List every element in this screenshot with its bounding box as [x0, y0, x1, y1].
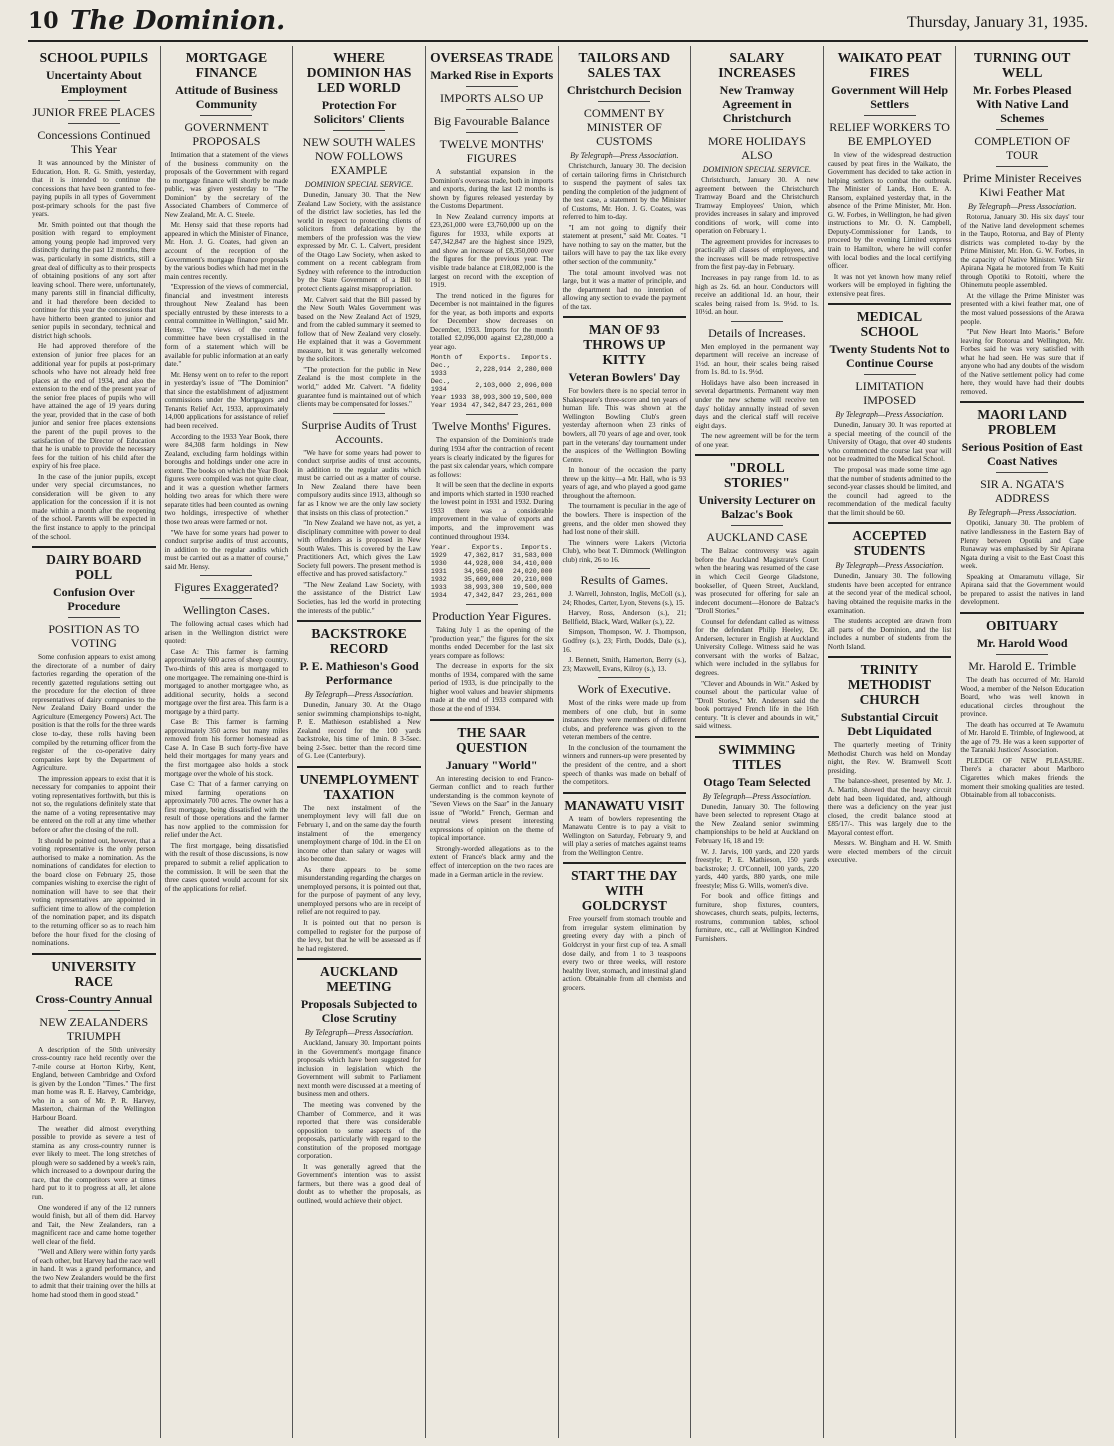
body-paragraph: "Well and Allery were within forty yards of each other, but Harvey had the race well in hand. It was a grand performance, and the two New Zealanders would be the first to admit that their training over the hills at home had stood them in good stead.": [32, 1248, 156, 1299]
article-subheading: Government Will Help Settlers: [831, 83, 948, 111]
body-paragraph: The new agreement will be for the term of one year.: [695, 432, 819, 449]
body-paragraph: The first mortgage, being dissatisfied with the result of those discussions, is now prepared to submit a relief application to the commission. It will be seen that the three cases quoted would account for six of the applications for relief.: [164, 841, 289, 893]
body-paragraph: The decrease in exports for the six months of 1934, compared with the same period of 1933, is due principally to the higher wool values and heavier shipments made at the end of 1933 compared with those at the end of 1934.: [429, 662, 554, 713]
article-headline: TAILORS AND SALES TAX: [578, 50, 671, 80]
body-paragraph: A team of bowlers representing the Manawatu Centre is to pay a visit to Wellington on Saturday, February 9, and will play a series of matches against teams from the Wellington Centre.: [562, 814, 687, 857]
body-paragraph: It is pointed out that no person is compelled to register for the purpose of the levy, but that he will be assessed as if he had registered.: [297, 919, 421, 953]
table-row: [430, 402, 554, 410]
table-row: [430, 552, 554, 560]
article-divider: [563, 316, 687, 318]
table-cell: Dec., 1933: [430, 362, 451, 378]
table-cell: Imports.: [520, 354, 553, 362]
body-paragraph: Dunedin, January 30. The following have been selected to represent Otago at the New Zealand senior swimming championships to be held at Auckland on February 16, 18 and 19:: [695, 802, 819, 845]
body-paragraph: The expansion of the Dominion's trade during 1934 after the contraction of recent years is clearly indicated by the figures for the past six calendar years, which compare as follows:: [429, 436, 554, 479]
body-paragraph: "In New Zealand we have not, as yet, a disciplinary committee with power to deal with offenders as is proposed in New South Wales. This is covered by the Law Practitioners Act, which gives the Law Society full powers. The present method is effective and has proved satisfactory.": [297, 519, 421, 579]
column-3: [293, 46, 426, 1438]
body-paragraph: "Clever and Abounds in Wit." Asked by counsel about the particular value of "Droll Stories," Mr. Andersen said the book portrayed French life in the 16th century. "It is clever and abounds in wit," said witness.: [695, 679, 819, 731]
body-paragraph: Free yourself from stomach trouble and from irregular system elimination by greeting every day with a pinch of Goldcryst in your first cup of tea. A small dose daily, and from 1 to 3 teaspoons every two or three weeks, will restore healthy liver, stomach, and intestinal gland action. Obtainable from all chemists and grocers.: [562, 915, 687, 992]
article-divider: [960, 401, 1084, 403]
article-subheading: Results of Games.: [580, 573, 669, 588]
body-paragraph: It was announced by the Minister of Education, Hon. R. G. Smith, yesterday, that it is intended to continue the concessions that have been granted to fee-paying pupils in all types of Government post-primary schools for the past five years.: [32, 159, 156, 219]
byline: By Telegraph—Press Association.: [968, 508, 1077, 518]
body-paragraph: In the case of the junior pupils, except under very special circumstances, no consideration will be given to any application for the concession if it is not made within a month after the reopening of the school. Parents will be expected in the first instance to apply to the principal of the school.: [32, 472, 156, 541]
body-paragraph: The students accepted are drawn from all parts of the Dominion, and the list includes a number of students from the North Island.: [827, 617, 952, 651]
page-number: 10: [28, 8, 59, 34]
article-divider: [731, 321, 783, 322]
byline: By Telegraph—Press Association.: [835, 561, 944, 571]
article-subheading: JUNIOR FREE PLACES: [32, 105, 156, 119]
issue-date: Thursday, January 31, 1935.: [906, 14, 1088, 31]
article-subheading: Mr. Forbes Pleased With Native Land Schemes: [972, 83, 1072, 125]
article-subheading: IMPORTS ALSO UP: [440, 91, 544, 105]
article-subheading: GOVERNMENT PROPOSALS: [184, 120, 269, 148]
body-paragraph: In honour of the occasion the party threw up the kitty—a Mr. Hall, who is 93 years of age, and who played a good game throughout the afternoon.: [562, 466, 687, 500]
article-divider: [333, 413, 385, 414]
article-headline: THE SAAR QUESTION: [456, 724, 528, 755]
body-paragraph: Simpson, Thompson, W. J. Thompson, Godfrey (s.), 23; Firth, Dodds, Dale (s.), 16.: [562, 628, 687, 654]
sub-rule: [598, 101, 650, 102]
article-subheading: Prime Minister Receives Kiwi Feather Mat: [962, 171, 1082, 199]
body-paragraph: Holidays have also been increased in several departments. Permanent way men under the new scheme will receive ten days' holiday annually instead of seven days and the clerical staff will receive eight days.: [695, 378, 819, 430]
article-subheading: Twenty Students Not to Continue Course: [829, 342, 950, 371]
sub-rule: [864, 115, 916, 116]
sub-rule: [864, 374, 916, 375]
body-paragraph: Men employed in the permanent way department will receive an increase of 1½d. an hour, their scales being raised from 1s. 8d. to 1s. 9½d.: [695, 342, 819, 377]
article-headline: START THE DAY WITH GOLDCRYST: [571, 868, 678, 914]
article-divider: [297, 620, 421, 622]
table-row: [430, 378, 554, 394]
body-paragraph: The impression appears to exist that it is necessary for companies to appoint their voting representatives forthwith, but this is not so, the regulations definitely state that the name of a voting representative may be entered on the roll at any time whether before or after the closing of the roll.: [32, 774, 156, 834]
article-divider: [695, 736, 819, 738]
columns: [28, 46, 1088, 1438]
body-paragraph: Christchurch, January 30. A new agreement between the Christchurch Tramway Board and the Christchurch Tramway Employees' Union, which provides increases in salary and improved conditions of work, will come into operation on February 1.: [695, 176, 819, 236]
byline: By Telegraph—Press Association.: [570, 151, 679, 160]
article-subheading: Veteran Bowlers' Day: [568, 370, 681, 385]
sub-rule: [996, 654, 1048, 655]
column-7: [824, 46, 957, 1438]
figures-table: [430, 544, 554, 600]
body-paragraph: An interesting decision to end Franco-German conflict and to reach further understanding is the common keynote of "Seven Views on the Saar" in the January issue of "World." French, German and neutral views present interesting expressions of opinion on the theme of topical importance.: [429, 774, 554, 843]
table-row: [430, 576, 554, 584]
table-cell: 31,583,000: [512, 552, 553, 560]
article-subheading: P. E. Mathieson's Good Performance: [299, 659, 419, 688]
body-paragraph: Messrs. W. Bingham and H. W. Smith were elected members of the circuit executive.: [827, 839, 952, 865]
article-subheading: Figures Exaggerated?: [174, 580, 279, 595]
article-divider: [430, 719, 554, 721]
table-row: [430, 568, 554, 576]
article-divider: [563, 862, 687, 864]
article-headline: MANAWATU VISIT: [564, 797, 685, 813]
article-headline: AUCKLAND MEETING: [320, 964, 399, 995]
article-subheading: Substantial Circuit Debt Liquidated: [840, 710, 939, 739]
article-headline: BACKSTROKE RECORD: [311, 626, 407, 657]
column-6: [691, 46, 824, 1438]
body-paragraph: "We have for some years had power to conduct surprise audits of trust accounts, in addition to the regular audits which must be carried out as a matter of course. In New Zealand there have been compulsory audits since 1913, although so far as I know we are the only law society that insists on this class of protection.": [297, 448, 421, 517]
article-subheading: Big Favourable Balance: [433, 114, 550, 128]
article-subheading: RELIEF WORKERS TO BE EMPLOYED: [829, 120, 950, 148]
body-paragraph: "Put New Heart Into Maoris." Before leaving for Rotorua and Wellington, Mr. Forbes said he was very satisfied with what he had seen. He was sure that if anyone who had any doubts of the wisdom of the Native settlement policy had come here, they would have had their doubts removed.: [960, 328, 1084, 396]
body-paragraph: Increases in pay range from 1d. to as high as 2s. 6d. an hour. Conductors will receive an additional 1d. an hour, their scales being raised from 1s. 9½d. to 1s. 10½d. an hour.: [695, 274, 819, 317]
table-row: [430, 354, 554, 362]
body-paragraph: The meeting was convened by the Chamber of Commerce, and it was reported that there was considerable opposition to some aspects of the proposals, particularly with regard to the constitution of the proposed mortgage corporation.: [297, 1101, 421, 1161]
body-paragraph: One wondered if any of the 12 runners would finish, but all of them did. Harvey and Tait, the New Zealanders, ran a magnificent race and came home together well clear of the field.: [32, 1203, 156, 1246]
sub-rule: [200, 598, 252, 599]
article-headline: WAIKATO PEAT FIRES: [837, 50, 942, 80]
article-subheading: Mr. Harold Wood: [976, 635, 1068, 650]
byline: By Telegraph—Press Association.: [702, 791, 812, 801]
body-paragraph: The next instalment of the unemployment levy will fall due on February 1, and on the same day the fourth instalment of the emergency unemployment charge of 10d. in the £1 on income other than salary or wages will also become due.: [297, 803, 421, 864]
article-divider: [828, 656, 952, 658]
byline: DOMINION SPECIAL SERVICE.: [304, 180, 414, 189]
body-paragraph: "Expression of the views of commercial, financial and investment interests throughout New Zealand has been specially entrusted by these interests to a central committee in Wellington," said Mr. Hensy. "The views of the central committee have been crystallised in the form of a statement which will be available for public information at an early date.": [164, 283, 289, 369]
article-headline: ACCEPTED STUDENTS: [852, 528, 927, 559]
table-cell: 1930: [430, 560, 447, 568]
table-cell: 34,410,000: [512, 560, 553, 568]
table-cell: Month of: [430, 354, 463, 362]
body-paragraph: Counsel for defendant called as witness for the defendant Philip Heeley, Dr. Andersen, lecturer in English at Auckland University College. Witness said he was conversant with the works of Balzac, which were included in the syllabus for degrees.: [695, 617, 819, 677]
table-row: [430, 592, 554, 600]
article-subheading: Serious Position of East Coast Natives: [961, 440, 1083, 469]
body-paragraph: Harvey, Ross, Anderson (s.), 21; Bellfield, Black, Ward, Walker (s.), 22.: [562, 609, 687, 626]
table-row: [430, 560, 554, 568]
column-2: [161, 46, 294, 1438]
article-subheading: Confusion Over Procedure: [52, 585, 135, 614]
article-subheading: Protection For Solicitors' Clients: [313, 98, 405, 126]
body-paragraph: The proposal was made some time ago that the number of students admitted to the second-year classes should be limited, and the council had agreed to the recommendation of the medical faculty that the limit should be 60.: [827, 466, 952, 517]
table-cell: 23,261,000: [512, 592, 553, 600]
article-subheading: Surprise Audits of Trust Accounts.: [301, 417, 417, 446]
article-divider: [828, 522, 952, 524]
article-subheading: Otago Team Selected: [703, 774, 811, 789]
article-divider: [598, 677, 650, 678]
article-subheading: Twelve Months' Figures.: [432, 419, 552, 434]
body-paragraph: Rotorua, January 30. His six days' tour of the Native land development schemes in the Taupo, Rotorua, and Bay of Plenty districts was completed to-day by the Prime Minister, Mr. Hon. G. W. Forbes, in the capacity of Native Minister. With Sir Apirana Ngata he motored from Te Kuiti through Opotiki to Rotoiti, where the Ohinemutu people assembled.: [960, 213, 1084, 290]
article-subheading: AUCKLAND CASE: [706, 530, 808, 545]
table-cell: 2,103,000: [475, 382, 511, 390]
body-paragraph: Dunedin, January 30. That the New Zealand Law Society, with the assistance of the district law societies, has led the world in respect to protecting clients of solicitors from defalcations by the members of the profession was the view expressed by Mr. C. L. Calvert, president of the Otago Law Society, when asked to comment on a recent cablegram from Sydney with reference to the introduction by the State Government of a Bill to protect clients against misappropriation.: [297, 191, 421, 294]
body-paragraph: The balance-sheet, presented by Mr. J. A. Martin, showed that the heavy circuit debt had been liquidated, and, although there was a deficiency on the year just closed, the credit balance stood at £85/17/-. This was largely due to the Mayoral contest effort.: [827, 777, 952, 837]
sub-rule: [333, 130, 385, 131]
body-paragraph: The quarterly meeting of Trinity Methodist Church was held on Monday night, the Rev. W. Bramwell Scott presiding.: [827, 741, 952, 775]
article-divider: [598, 568, 650, 569]
sub-rule: [68, 617, 120, 618]
article-subheading: NEW SOUTH WALES NOW FOLLOWS EXAMPLE: [302, 135, 416, 177]
article-headline: OBITUARY: [986, 617, 1059, 633]
table-cell: 1932: [430, 576, 447, 584]
article-headline: UNEMPLOYMENT TAXATION: [299, 771, 419, 802]
column-8: [956, 46, 1088, 1438]
sub-rule: [731, 129, 783, 130]
byline: By Telegraph—Press Association.: [304, 1028, 414, 1038]
body-paragraph: The weather did almost everything possible to provide as severe a test of stamina as any cross-country runner is ever likely to meet. The long stretches of plough were so saddened by a week's rain, which increased to a downpour during the race, that the competitors were at times hard put to it to progress at all, let alone run.: [32, 1124, 156, 1201]
column-4: [426, 46, 559, 1438]
body-paragraph: The total amount involved was not large, but it was a matter of principle, and the department had no intention of allowing any section to evade the payment of the tax.: [562, 268, 687, 311]
body-paragraph: A substantial expansion in the Dominion's overseas trade, both in imports and exports, during the last 12 months is shown by figures released yesterday by the Customs Department.: [429, 168, 554, 211]
article-subheading: January "World": [445, 757, 538, 772]
article-subheading: POSITION AS TO VOTING: [48, 622, 140, 651]
article-subheading: SIR A. NGATA'S ADDRESS: [980, 477, 1065, 506]
table-cell: 47,342,847: [463, 592, 504, 600]
body-paragraph: Mr. Calvert said that the Bill passed by the New South Wales Government was based on the New Zealand Act of 1929, and from the cabled summary it seemed to follow that of New Zealand very closely. He explained that it was a Government measure, but it was generally welcomed by the solicitors.: [297, 295, 421, 364]
article-headline: TURNING OUT WELL: [973, 50, 1071, 80]
article-headline: MAN OF 93 THROWS UP KITTY: [583, 322, 666, 368]
body-paragraph: PLEDGE OF NEW PLEASURE. There's a character about Marlboro Cigarettes which makes friends the moment their smoking qualities are tested. Obtainable from all tobacconists.: [960, 756, 1084, 800]
article-headline: MEDICAL SCHOOL: [856, 309, 923, 340]
table-cell: 38,993,300: [463, 584, 504, 592]
table-cell: 44,928,000: [463, 560, 504, 568]
body-paragraph: Dunedin, January 30. At the Otago senior swimming championships to-night, P. E. Mathieson established a New Zealand record for the 100 yards backstroke, his time of 1min. 8 3-5sec. being 2-5sec. better than the record time of G. Lee (Canterbury).: [297, 701, 421, 761]
table-cell: 1929: [430, 552, 447, 560]
article-subheading: Mr. Harold E. Trimble: [968, 658, 1077, 673]
article-subheading: Attitude of Business Community: [175, 83, 278, 111]
body-paragraph: Most of the rinks were made up from members of one club, but in some instances they were members of different clubs, and preference was given to the veteran members of the centre.: [562, 699, 687, 742]
article-subheading: COMMENT BY MINISTER OF CUSTOMS: [583, 106, 665, 148]
article-headline: MAORI LAND PROBLEM: [977, 407, 1067, 438]
table-cell: Year 1933: [430, 394, 467, 402]
table-cell: 35,609,000: [463, 576, 504, 584]
body-paragraph: The tournament is peculiar in the age of the bowlers. There is inspection of the greens, and the older men showed they had lost none of their skill.: [562, 502, 687, 537]
body-paragraph: "The protection for the public in New Zealand is the most complete in the world," added Mr. Calvert. "A fidelity guarantee fund is maintained out of which clients may be compensated for losses.": [297, 365, 421, 409]
table-cell: 34,950,000: [463, 568, 504, 576]
article-subheading: New Tramway Agreement in Christchurch: [719, 83, 795, 125]
byline: By Telegraph—Press Association.: [304, 690, 414, 700]
table-cell: 47,362,817: [463, 552, 504, 560]
article-subheading: Christchurch Decision: [566, 83, 682, 97]
body-paragraph: The following actual cases which had arisen in the Wellington district were quoted:: [164, 620, 289, 646]
body-paragraph: Opotiki, January 30. The problem of native landlessness in the Eastern Bay of Plenty between Opotiki and Cape Runaway was emphasised by Sir Apirana Ngata during a visit to the East Coast this week.: [960, 519, 1084, 571]
article-subheading: LIMITATION IMPOSED: [855, 379, 924, 408]
article-headline: SALARY INCREASES: [718, 50, 796, 80]
article-divider: [297, 766, 421, 768]
article-divider: [466, 604, 518, 605]
body-paragraph: Mr. Smith pointed out that though the position with regard to employment among young people had improved very distinctly during the past 12 months, there was, particularly in some districts, still a great deal of difficulty as to their prospects of obtaining positions of any sort after leaving school. There were, unfortunately, many parents still in financial difficulty, and it had therefore been decided to continue for this year the concessions that have hitherto been granted to junior and senior pupils in secondary, technical and district high schools.: [32, 220, 156, 340]
article-subheading: University Lecturer on Balzac's Book: [698, 493, 816, 522]
article-divider: [32, 546, 156, 548]
body-paragraph: Case A: This farmer is farming approximately 600 acres of sheep country. Two-thirds of this area is mortgaged to one mortgagee. The remaining one-third is mortgaged to another mortgagee who, as additional security, holds a second mortgage over the first area. This farm is a mortgage by a third party.: [164, 647, 289, 716]
sub-rule: [996, 166, 1048, 167]
body-paragraph: For bowlers there is no special terror in Shakespeare's three-score and ten years of human life. This was shown at the Wellington Bowling Club's green yesterday afternoon when 23 rinks of bowlers, all 70 years of age and over, took part in the veterans' day tournament under the auspices of the Wellington Bowling Centre.: [562, 387, 687, 464]
table-cell: 1934: [430, 592, 447, 600]
table-cell: 2,096,000: [516, 382, 553, 390]
article-divider: [466, 414, 518, 415]
article-divider: [297, 958, 421, 960]
column-5: [559, 46, 692, 1438]
table-row: [430, 394, 554, 402]
article-subheading: Uncertainty About Employment: [45, 68, 142, 96]
byline: DOMINION SPECIAL SERVICE.: [702, 165, 812, 174]
body-paragraph: For book and office fittings and furniture, shop fixtures, counters, showcases, church seats, pulpits, lecterns, rostrums, communion tables, school furniture, etc., call at Wellington Kindred Furnishers.: [695, 892, 819, 943]
table-cell: 2,228,914: [475, 366, 511, 374]
body-paragraph: According to the 1933 Year Book, there were 84,308 farm holdings in New Zealand, excluding farm holdings within boroughs and holdings under one acre in extent. The books on which the Year Book figures were compiled was not quite clear, and it was a question whether farmers holding two areas for which there were separate titles had been counted as owning two holdings, irrespective of whether those two areas were farmed or not.: [164, 432, 289, 526]
article-headline: UNIVERSITY RACE: [51, 958, 137, 989]
body-paragraph: Christchurch, January 30. The decision of certain tailoring firms in Christchurch to suspend the payment of sales tax pending the completion of the judgment of the test case, a statement by the Minister of Customs, Mr. Hon. J. G. Coates, was referred to him to-day.: [562, 162, 687, 222]
article-divider: [200, 575, 252, 576]
table-cell: 38,993,300: [471, 394, 511, 402]
body-paragraph: Speaking at Omaramutu village, Sir Apirana said that the Government would be prepared to assist the natives in land development.: [960, 572, 1084, 607]
body-paragraph: J. Warrell, Johnston, Inglis, McColl (s.), 24; Rhodes, Carter, Lyon, Stevens (s.), 15.: [562, 590, 687, 607]
article-subheading: Details of Increases.: [708, 325, 806, 340]
article-headline: TRINITY METHODIST CHURCH: [847, 662, 932, 708]
body-paragraph: In the conclusion of the tournament the winners and runners-up were presented by the president of the centre, and a short speech of thanks was made on behalf of the competitors.: [562, 743, 687, 787]
table-row: [430, 362, 554, 378]
body-paragraph: It should be pointed out, however, that a voting representative is the only person authorised to make a nomination. As the nominations of candidates for election to the board close on February 25, those companies wishing to exercise the right of nomination will have to see that their voting representatives are appointed in sufficient time to allow of the completion of the nomination paper, and its dispatch to the returning officer so as to reach him before the hour fixed for the closing of nominations.: [32, 836, 156, 948]
sub-rule: [68, 123, 120, 124]
table-cell: 24,020,000: [512, 568, 553, 576]
body-paragraph: The agreement provides for increases to practically all classes of employees, and the increases will be made retrospective from the first pay-day in February.: [695, 237, 819, 272]
body-paragraph: Mr. Hensy said that these reports had appeared in which the Minister of Finance, Mr. Hon. J. G. Coates, had given an account of the reception of the Government's mortgage finance proposals by the various bodies which had met in the main centres recently.: [164, 221, 289, 281]
body-paragraph: Taking July 1 as the opening of the "production year," the figures for the six months ended December for the last six years compare as follows:: [429, 626, 554, 660]
article-subheading: Wellington Cases.: [182, 603, 270, 618]
table-cell: 47,342,847: [471, 402, 511, 410]
body-paragraph: Auckland, January 30. Important points in the Government's mortgage finance proposals which have been suggested for inclusion in legislation which the Government will submit to Parliament next month were discussed at a meeting of business men and others.: [297, 1039, 421, 1099]
sub-rule: [68, 1010, 120, 1011]
article-headline: WHERE DOMINION HAS LED WORLD: [306, 50, 412, 95]
article-divider: [695, 454, 819, 456]
article-headline: SWIMMING TITLES: [718, 741, 796, 772]
table-cell: 2,280,000: [516, 366, 553, 374]
sub-rule: [68, 100, 120, 101]
sub-rule: [996, 129, 1048, 130]
sub-rule: [200, 115, 252, 116]
article-headline: SCHOOL PUPILS: [39, 50, 149, 65]
column-1: [28, 46, 161, 1438]
article-divider: [563, 792, 687, 794]
body-paragraph: He had approved therefore of the extension of junior free places for an additional year for pupils at post-primary schools who have not already held free places at the end of 1934, and also the extension to the end of the present year of the senior free places of pupils who will have attained the age of 19 years during the year, provided that in the case of both junior and senior free places extensions the parent of the pupil proves to the satisfaction of the Director of Education that he is unable to provide the necessary fees for the tuition of his child after the expiry of his free place.: [32, 342, 156, 471]
table-cell: Imports.: [520, 544, 553, 552]
body-paragraph: It will be seen that the decline in exports and imports which started in 1930 reached the lowest point in 1931 and 1932. During 1933 there was a considerable improvement in the value of exports and imports, and the improvement was continued throughout 1934.: [429, 481, 554, 541]
body-paragraph: In New Zealand currency imports at £23,261,000 were £3,760,000 up on the figures for 1933, while exports at £47,342,847 are the highest since 1929, and show an increase of £8,350,000 over the figures for the previous year. The visible trade balance at £18,082,000 is the largest on record with the exception of 1919.: [429, 212, 554, 290]
table-cell: 19,500,000: [512, 394, 553, 402]
article-subheading: Work of Executive.: [577, 682, 671, 697]
article-headline: MORTGAGE FINANCE: [185, 50, 268, 80]
article-subheading: TWELVE MONTHS' FIGURES: [439, 137, 544, 165]
body-paragraph: The winners were Lakers (Victoria Club), who beat T. Dimmock (Wellington club) rink, 26 to 16.: [562, 538, 687, 564]
table-cell: Exports.: [471, 544, 504, 552]
article-subheading: Cross-Country Annual: [35, 991, 153, 1006]
body-paragraph: Strongly-worded allegations as to the extent of France's black army and the effect of interception on the two races are made in a German article in the review.: [429, 844, 554, 879]
article-divider: [960, 612, 1084, 614]
article-subheading: NEW ZEALANDERS TRIUMPH: [39, 1014, 149, 1043]
figures-table: [430, 354, 554, 410]
article-subheading: Concessions Continued This Year: [37, 128, 151, 156]
article-headline: DAIRY BOARD POLL: [46, 552, 142, 583]
body-paragraph: Mr. Hensy went on to refer to the report in yesterday's issue of "The Dominion" that since the establishment of adjustment commissions under the Mortgagors and Tenants Relief Act, 1933, approximately 14,000 applications for assistance of relief had been received.: [164, 370, 289, 430]
body-paragraph: As there appears to be some misunderstanding regarding the charges on unemployed persons, it is pointed out that, for the purpose of payment of any levy, unemployed persons who are in receipt of relief are not required to pay.: [297, 865, 421, 917]
article-subheading: COMPLETION OF TOUR: [974, 134, 1071, 162]
article-divider: [828, 303, 952, 305]
body-paragraph: In view of the widespread destruction caused by peat fires in the Waikato, the Government has decided to take action in helping settlers to combat the outbreak. The Minister of Lands, Hon. E. A. Ransom, explained yesterday that, in the absence of the Prime Minister, Mr. Hon. G. W. Forbes, in Wellington, he had given instructions to Mr. O. N. Campbell, Deputy-Commissioner for Lands, to proceed by the evening Limited express train to Hamilton, where he will confer with local bodies and the local certifying officer.: [827, 151, 952, 271]
body-paragraph: "I am not going to dignify their statement at present," said Mr. Coates. "I have nothing to say on the matter, but the tailors will have to pay the tax like every other section of the community.": [562, 223, 687, 267]
table-cell: 19,500,000: [512, 584, 553, 592]
body-paragraph: The death has occurred of Mr. Harold Wood, a member of the Nelson Education Board, who was well known in educational circles throughout the province.: [960, 675, 1084, 719]
article-headline: OVERSEAS TRADE: [430, 50, 554, 65]
table-cell: 20,210,000: [512, 576, 553, 584]
article-headline: "DROLL STORIES": [724, 460, 790, 491]
body-paragraph: A description of the 50th university cross-country race held recently over the 7-mile course at Horton Kirby, Kent, England, between Cambridge and Oxford is given by the London "Times." The first man home was R. E. Harvey, Cambridge, who in a son of Mr. P. R. Harvey, Masterton, chairman of the Wellington Harbour Board.: [32, 1045, 156, 1123]
article-subheading: Production Year Figures.: [432, 609, 552, 624]
body-paragraph: W. J. Jarvis, 100 yards, and 220 yards freestyle; P. E. Mathieson, 150 yards backstroke; J. O'Connell, 100 yards, 220 yards, 440 yards, 880 yards, one mile freestyle; Miss G. Wills, women's dive.: [695, 847, 819, 890]
body-paragraph: Case C: That of a farmer carrying on mixed farming operations on approximately 700 acres. The owner has a first mortgage, being dissatisfied with the result of those operations and the farmer has now applied to the commission for relief under the Act.: [164, 780, 289, 840]
paper-name: The Dominion.: [70, 6, 286, 36]
sub-rule: [731, 525, 783, 526]
body-paragraph: The death has occurred at Te Awamutu of Mr. Harold E. Trimble, of Inglewood, at the age of 79. He was a keen supporter of the Taranaki Justices' Association.: [960, 720, 1084, 755]
sub-rule: [466, 109, 518, 110]
body-paragraph: "The New Zealand Law Society, with the assistance of the District Law Societies, has led the world in protecting the interests of the public.": [297, 580, 421, 615]
byline: By Telegraph—Press Association.: [968, 202, 1077, 211]
body-paragraph: The trend noticed in the figures for December is not maintained in the figures for the year, as both imports and exports for December show decreases on December, 1933. Imports for the month totalled £2,096,000 against £2,280,000 a year ago.: [429, 291, 554, 351]
table-cell: 1933: [430, 584, 447, 592]
table-cell: Dec., 1934: [430, 378, 451, 394]
table-cell: 23,261,000: [512, 402, 553, 410]
body-paragraph: Dunedin, January 30. The following students have been accepted for entrance at the second year of the medical school, having obtained the requisite marks in the examination.: [827, 572, 952, 615]
table-cell: Year 1934: [430, 402, 467, 410]
table-cell: Year.: [430, 544, 451, 552]
table-row: [430, 544, 554, 552]
article-subheading: Marked Rise in Exports: [430, 68, 554, 82]
body-paragraph: At the village the Prime Minister was presented with a kiwi feather mat, one of the most valued possessions of the Arawa people.: [960, 291, 1084, 326]
byline: By Telegraph—Press Association.: [835, 410, 944, 420]
body-paragraph: Case B: This farmer is farming approximately 350 acres but many miles removed from his former homestead as Case A. In Case B such forty-five have held their mortgages for many years and the first mortgagee also holds a stock mortgage over the whole of his stock.: [164, 718, 289, 778]
body-paragraph: It was generally agreed that the Government's intention was to assist farmers, but there was a good deal of doubt as to whether the proposals, as outlined, would achieve their object.: [297, 1162, 421, 1206]
table-cell: 1931: [430, 568, 447, 576]
sub-rule: [466, 86, 518, 87]
body-paragraph: It was not yet known how many relief workers will be employed in fighting the extensive peat fires.: [827, 272, 952, 298]
article-subheading: Proposals Subjected to Close Scrutiny: [300, 997, 418, 1026]
masthead: [28, 6, 1088, 42]
body-paragraph: "We have for some years had power to conduct surprise audits of trust accounts, in addition to the regular audits which must be carried out as a matter of course," said Mr. Hensy.: [164, 528, 289, 571]
body-paragraph: Intimation that a statement of the views of the business community on the proposals of the Government with regard to mortgage finance will shortly be made public, was given yesterday to "The Dominion" by the secretary of the Associated Chambers of Commerce of New Zealand, Mr. A. C. Steele.: [164, 151, 289, 219]
body-paragraph: Dunedin, January 30. It was reported at a special meeting of the council of the University of Otago, that over 40 students who commenced the course last year will not be readmitted to the Medical School.: [827, 421, 952, 464]
body-paragraph: Some confusion appears to exist among the directorate of a number of dairy factories regarding the operation of the recently gazetted regulations setting out the procedure for the election of three representatives of dairy companies to the New Zealand Dairy Board under the Agriculture (Emergency Powers) Act. The position is that the rolls for the three wards close to-day, these rolls having been compiled by the returning officer from the register of the co-operative dairy companies kept by the Department of Agriculture.: [32, 653, 156, 773]
sub-rule: [996, 472, 1048, 473]
body-paragraph: J. Bennett, Smith, Hamerton, Berry (s.), 23; Maxwell, Evans, Kilroy (s.), 13.: [562, 656, 687, 673]
table-row: [430, 584, 554, 592]
body-paragraph: The Balzac controversy was again before the Auckland Magistrate's Court when the hearing was resumed of the case in which Cecil George Gladstone, bookseller, of Queen Street, Auckland, was prosecuted for offering for sale an indecent document—Honore de Balzac's "Droll Stories.": [695, 547, 819, 616]
article-divider: [32, 953, 156, 955]
table-cell: Exports.: [479, 354, 511, 362]
article-subheading: MORE HOLIDAYS ALSO: [707, 134, 806, 162]
sub-rule: [466, 132, 518, 133]
